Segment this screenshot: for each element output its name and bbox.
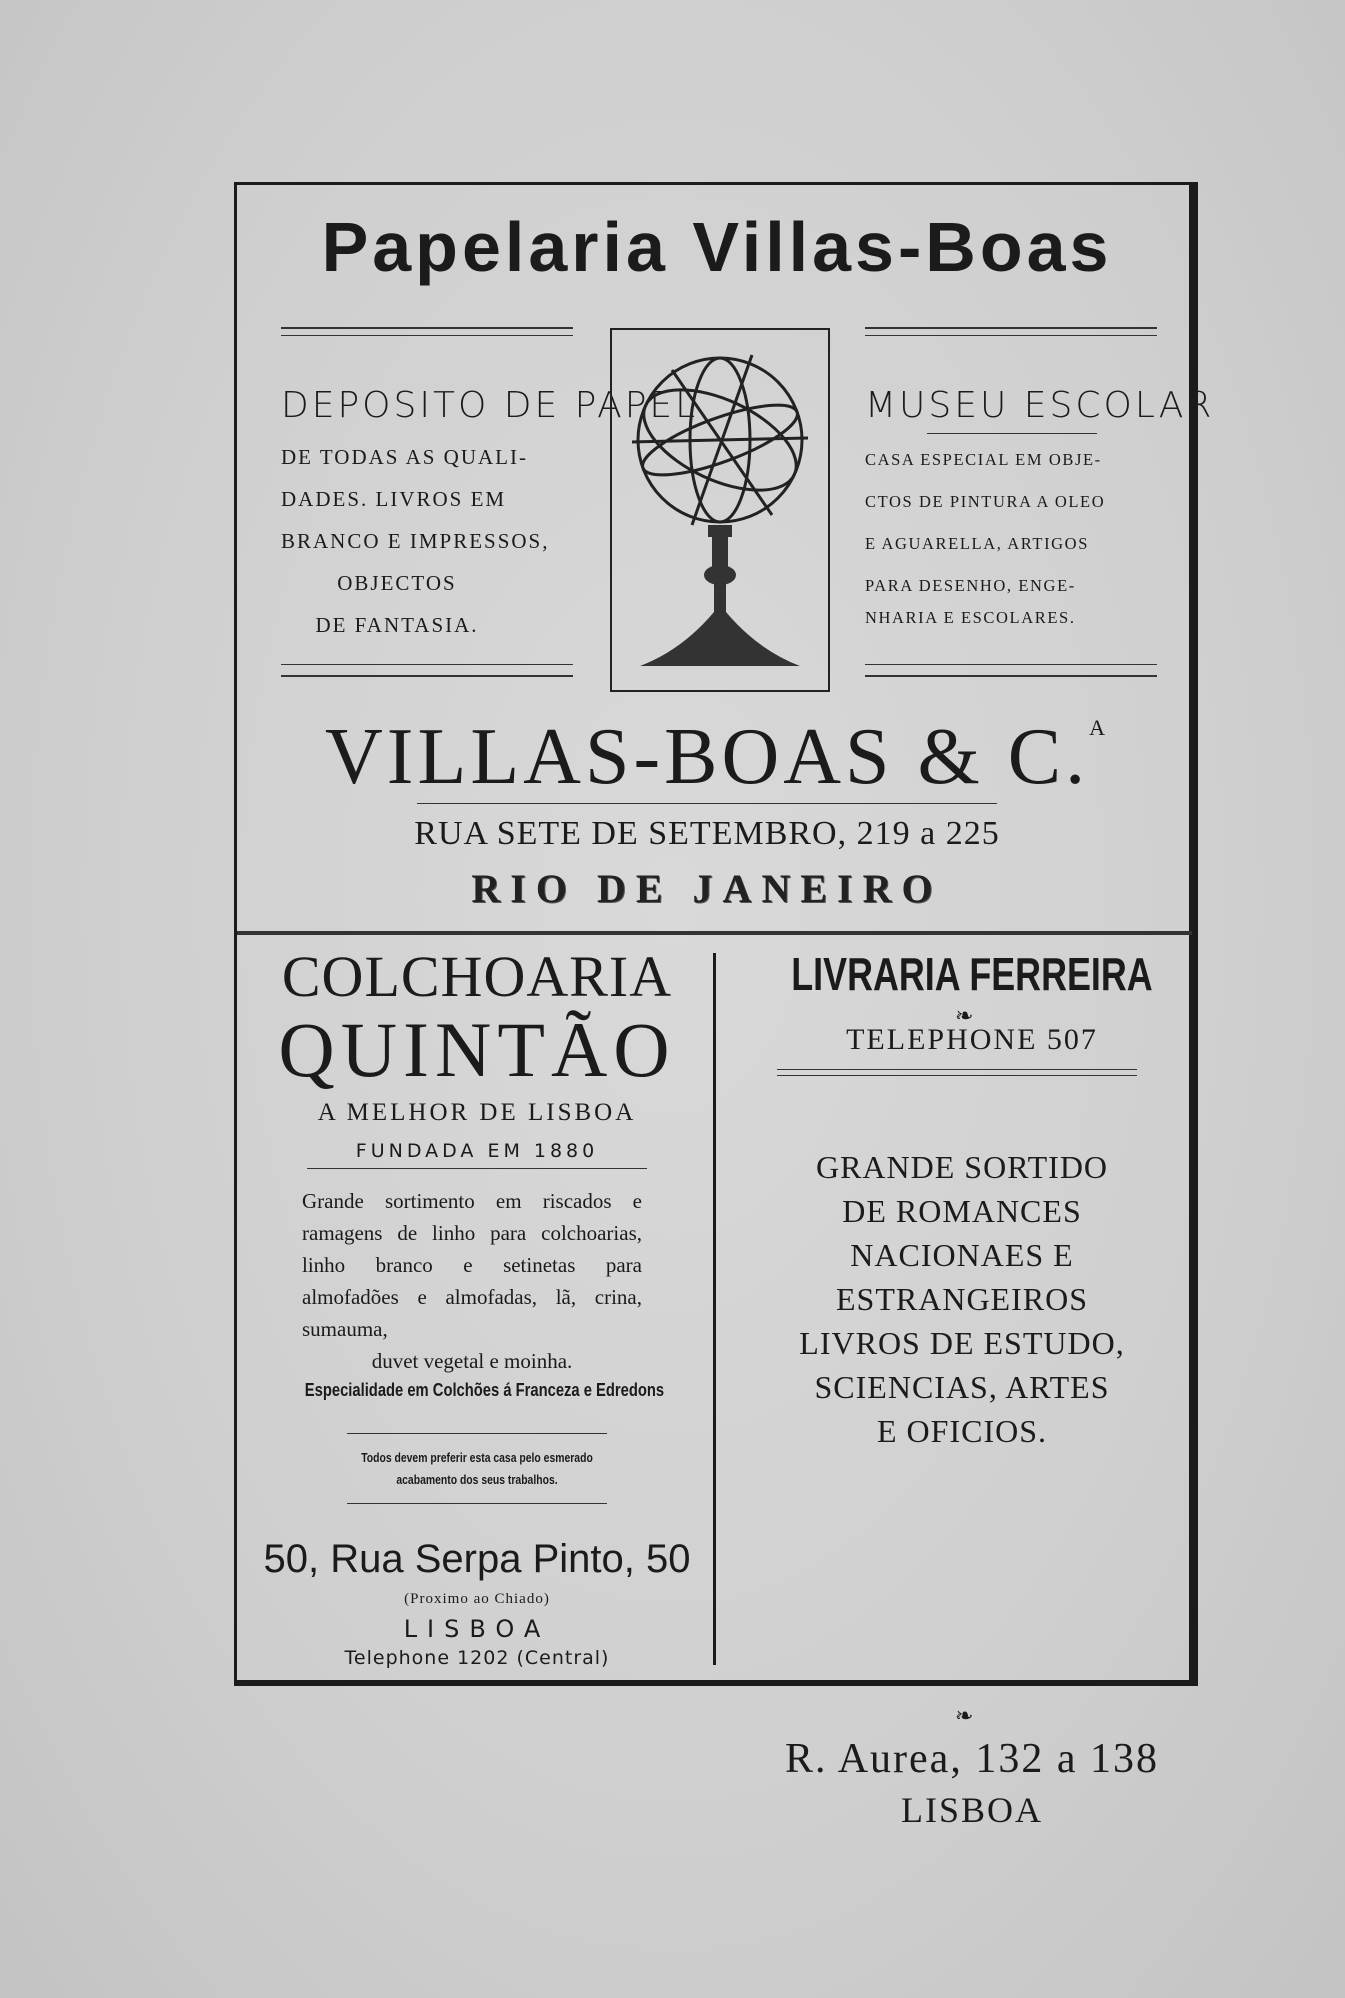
address: R. Aurea, 132 a 138	[785, 1736, 1159, 1782]
city: LISBOA	[403, 1615, 551, 1643]
location-note: (Proximo ao Chiado)	[404, 1591, 550, 1607]
description-line: E OFICIOS.	[876, 1413, 1047, 1449]
fleuron-icon: ❧	[955, 1003, 974, 1028]
notice-line: acabamento dos seus trabalhos.	[396, 1472, 558, 1487]
advertisement-frame	[234, 182, 1215, 1830]
left-line: DADES. LIVROS EM	[281, 487, 507, 511]
divider	[777, 1069, 1137, 1070]
description-line: NACIONAES E	[850, 1237, 1074, 1273]
right-line: CTOS DE PINTURA A OLEO	[865, 492, 1106, 511]
speciality: Especialidade em Colchões á Franceza e Edredons	[304, 1380, 665, 1400]
divider	[777, 1075, 1137, 1076]
left-line: DE FANTASIA.	[315, 613, 479, 637]
divider	[865, 664, 1157, 665]
firm-name-text: VILLAS-BOAS & C.	[325, 713, 1090, 801]
right-line: E AGUARELLA, ARTIGOS	[865, 534, 1089, 553]
bookshop-description	[732, 1145, 1192, 1453]
divider	[865, 675, 1157, 677]
telephone: Telephone 1202 (Central)	[344, 1647, 610, 1669]
divider	[417, 803, 997, 804]
tagline: A MELHOR DE LISBOA	[317, 1099, 637, 1126]
right-heading: MUSEU ESCOLAR	[865, 385, 1215, 426]
description-line: GRANDE SORTIDO	[815, 1149, 1109, 1185]
business-name-line-2: QUINTÃO	[278, 1006, 676, 1093]
section-divider	[237, 931, 1192, 935]
armillary-sphere-illustration	[610, 328, 830, 692]
divider	[927, 433, 1097, 434]
business-name-line-1: COLCHOARIA	[281, 944, 673, 1009]
description-line: SCIENCIAS, ARTES	[814, 1369, 1110, 1405]
divider	[347, 1433, 607, 1434]
description-line: LIVROS DE ESTUDO,	[799, 1325, 1125, 1361]
divider	[281, 335, 573, 336]
notice	[349, 1447, 605, 1491]
divider	[347, 1503, 607, 1504]
left-line: BRANCO E IMPRESSOS,	[281, 529, 550, 553]
divider	[281, 675, 573, 677]
description-line: ESTRANGEIROS	[835, 1281, 1088, 1317]
description-text: Grande sortimento em riscados e ramagens de linho para colchoarias, linho branco e setinetas para almofadões e almofadas, lã, crina, sumauma,	[302, 1189, 642, 1341]
address: 50, Rua Serpa Pinto, 50	[263, 1537, 691, 1581]
right-line: PARA DESENHO, ENGE-	[865, 576, 1076, 595]
bookshop-name: LIVRARIA FERREIRA	[791, 948, 1153, 1000]
column-divider	[713, 953, 716, 1665]
divider	[865, 327, 1157, 329]
description	[302, 1185, 642, 1377]
left-line: OBJECTOS	[337, 571, 457, 595]
telephone-number: 507	[1046, 1023, 1098, 1056]
right-line: NHARIA E ESCOLARES.	[865, 608, 1076, 627]
telephone-label: TELEPHONE	[846, 1023, 1038, 1056]
city: LISBOA	[900, 1790, 1043, 1830]
firm-name-superscript: A	[1089, 715, 1109, 740]
divider	[281, 327, 573, 329]
description-last-line: duvet vegetal e moinha.	[371, 1349, 573, 1373]
firm-name	[267, 712, 1167, 803]
divider	[307, 1168, 647, 1169]
founded-line: FUNDADA EM 1880	[355, 1140, 599, 1162]
city: RIO DE JANEIRO	[471, 866, 943, 911]
description-line: DE ROMANCES	[842, 1193, 1082, 1229]
notice-line: Todos devem preferir esta casa pelo esmerado	[361, 1450, 593, 1465]
left-heading: DEPOSITO DE PAPEL	[281, 385, 699, 426]
right-line: CASA ESPECIAL EM OBJE-	[865, 450, 1102, 469]
telephone	[737, 1023, 1207, 1057]
divider	[281, 664, 573, 665]
divider	[865, 335, 1157, 336]
street-address: RUA SETE DE SETEMBRO, 219 a 225	[414, 815, 1000, 852]
left-line: DE TODAS AS QUALI-	[281, 445, 528, 469]
store-title: Papelaria Villas-Boas	[321, 208, 1113, 286]
fleuron-icon: ❧	[955, 1703, 974, 1728]
